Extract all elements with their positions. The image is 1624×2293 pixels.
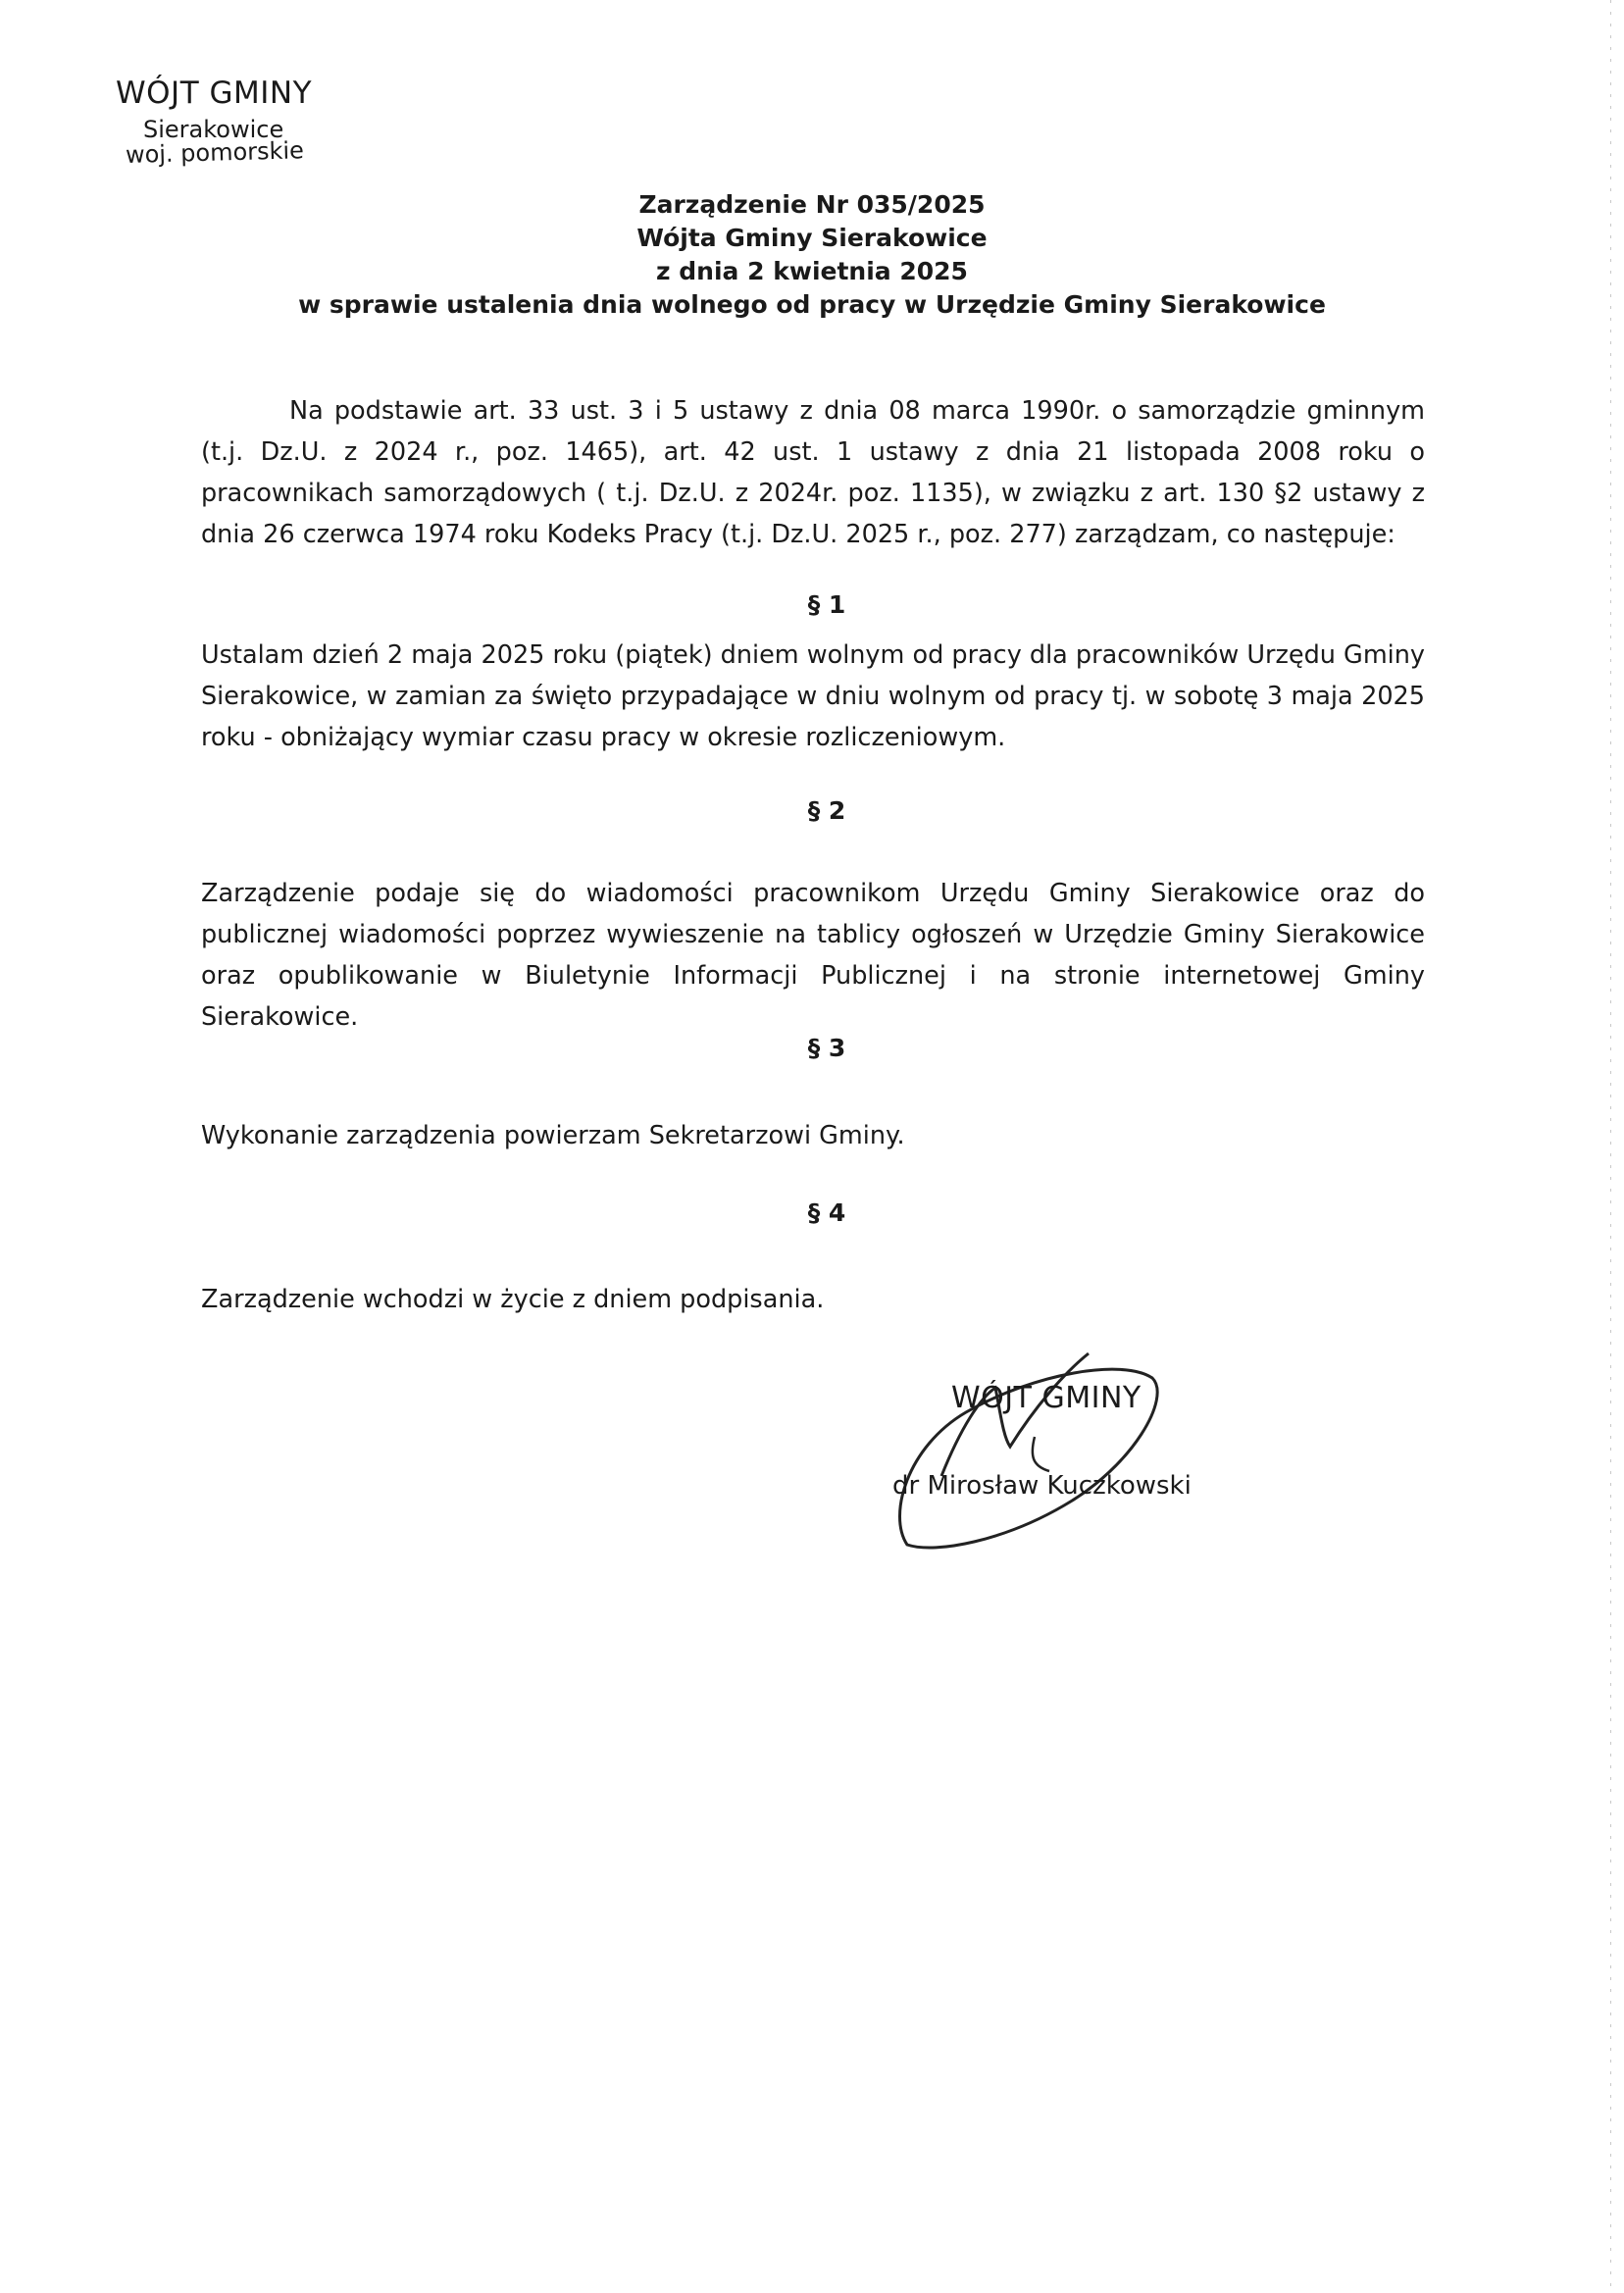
section-text-2: Zarządzenie podaje się do wiadomości pracownikom Urzędu Gminy Sierakowice oraz do publicznej wiadomości poprzez wywieszenie na tablicy ogłoszeń w Urzędzie Gminy Sierakowice oraz opublikowanie w Biuletynie Informacji Publicznej i na stronie internetowej Gminy Sierakowice. <box>201 879 1425 1032</box>
section-mark-2: § 2 <box>807 796 846 825</box>
stamp-region: woj. pomorskie <box>125 136 305 169</box>
signature-role: WÓJT GMINY <box>951 1381 1142 1415</box>
heading-subject: w sprawie ustalenia dnia wolnego od pracy w Urzędzie Gminy Sierakowice <box>298 290 1326 319</box>
preamble-paragraph: Na podstawie art. 33 ust. 3 i 5 ustawy z dnia 08 marca 1990r. o samorządzie gminnym (t.j. Dz.U. z 2024 r., poz. 1465), art. 42 ust. 1 ustawy z dnia 21 listopada 2008 roku o pracownikach samorządowych ( t.j. Dz.U. z 2024r. poz. 1135), w związku z art. 130 §2 ustawy z dnia 26 czerwca 1974 roku Kodeks Pracy (t.j. Dz.U. 2025 r., poz. 277) zarządzam, co następuje: <box>201 396 1425 549</box>
section-mark-3: § 3 <box>807 1034 846 1062</box>
section-text-1: Ustalam dzień 2 maja 2025 roku (piątek) dniem wolnym od pracy dla pracowników Urzędu Gminy Sierakowice, w zamian za święto przypadające w dniu wolnym od pracy tj. w sobotę 3 maja 2025 roku - obniżający wymiar czasu pracy w okresie rozliczeniowym. <box>201 640 1425 752</box>
heading-date: z dnia 2 kwietnia 2025 <box>656 257 968 285</box>
handwritten-signature <box>888 1319 1172 1564</box>
office-stamp <box>116 76 313 169</box>
scan-edge-noise <box>1609 0 1612 2293</box>
document-heading <box>0 188 1624 322</box>
heading-issuer: Wójta Gminy Sierakowice <box>636 224 988 252</box>
section-text-3: Wykonanie zarządzenia powierzam Sekretarzowi Gminy. <box>201 1121 905 1150</box>
heading-ordinance-number: Zarządzenie Nr 035/2025 <box>638 190 986 219</box>
section-mark-4: § 4 <box>807 1198 846 1227</box>
stamp-city: Sierakowice <box>143 116 284 143</box>
stamp-title: WÓJT GMINY <box>116 76 313 111</box>
signature-flourish <box>1033 1437 1049 1471</box>
section-text-4: Zarządzenie wchodzi w życie z dniem podpisania. <box>201 1285 825 1314</box>
section-mark-1: § 1 <box>807 590 846 619</box>
signature-name: dr Mirosław Kuczkowski <box>892 1471 1192 1501</box>
